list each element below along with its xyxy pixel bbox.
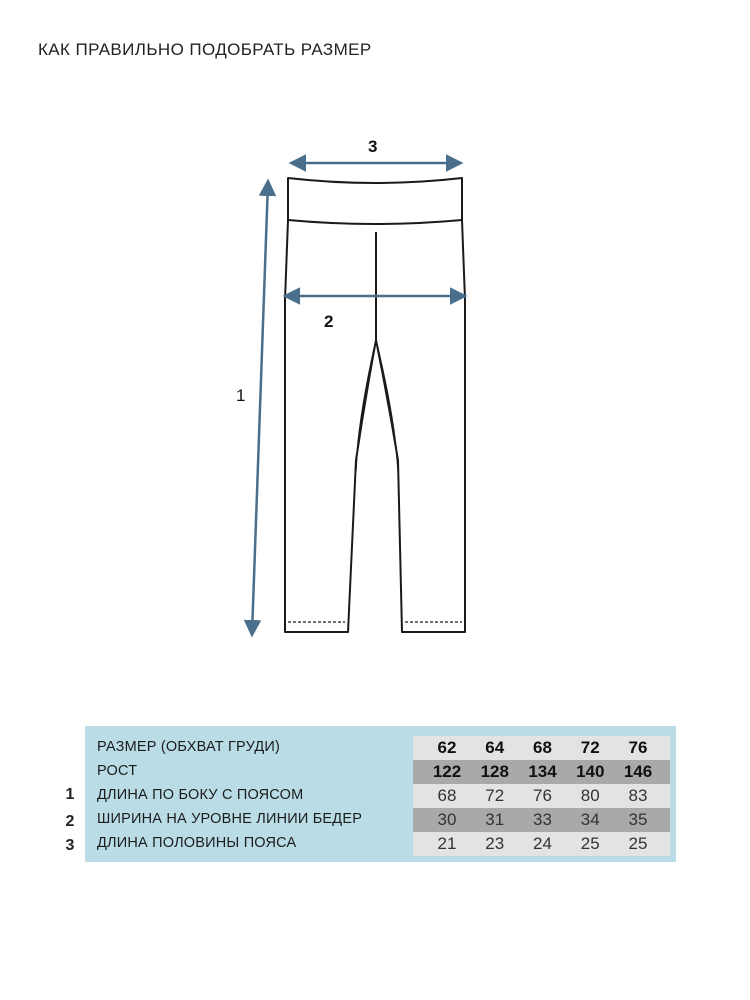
cell: 76 (628, 738, 648, 757)
table-row (85, 832, 676, 856)
row-number: 3 (65, 837, 75, 854)
row-values (413, 832, 670, 856)
table-row (85, 784, 676, 808)
row-label: ШИРИНА НА УРОВНЕ ЛИНИИ БЕДЕР (97, 811, 363, 827)
table-row (85, 760, 676, 784)
cell: 134 (528, 762, 557, 781)
cell: 23 (485, 834, 505, 853)
cell: 34 (580, 810, 600, 829)
waist-label: 3 (368, 137, 378, 156)
row-number: 2 (65, 813, 75, 830)
cell: 68 (437, 786, 457, 805)
cell: 25 (628, 834, 648, 853)
row-label: РОСТ (97, 763, 138, 779)
row-number: 1 (65, 786, 75, 803)
row-values (413, 736, 670, 760)
cell: 30 (437, 810, 457, 829)
cell: 24 (533, 834, 552, 853)
row-values (413, 784, 670, 808)
cell: 72 (580, 738, 600, 757)
cell: 25 (580, 834, 600, 853)
cell: 62 (437, 738, 457, 757)
row-label: РАЗМЕР (ОБХВАТ ГРУДИ) (97, 739, 281, 755)
cell: 128 (480, 762, 509, 781)
cell: 64 (485, 738, 505, 757)
cell: 68 (533, 738, 552, 757)
row-values (413, 808, 670, 832)
cell: 76 (533, 786, 552, 805)
table-row (85, 808, 676, 832)
cell: 31 (485, 810, 505, 829)
hip-width-label: 2 (324, 312, 334, 331)
cell: 33 (533, 810, 552, 829)
row-values (413, 760, 670, 784)
waistband-shape (288, 178, 462, 224)
cell: 72 (485, 786, 505, 805)
table-row (85, 736, 676, 760)
page-title: КАК ПРАВИЛЬНО ПОДОБРАТЬ РАЗМЕР (38, 40, 372, 59)
side-length-label: 1 (236, 386, 246, 405)
cell: 80 (580, 786, 600, 805)
cell: 83 (628, 786, 648, 805)
cell: 140 (576, 762, 605, 781)
cell: 35 (628, 810, 648, 829)
cell: 122 (432, 762, 462, 781)
cell: 146 (623, 762, 653, 781)
row-label: ДЛИНА ПО БОКУ С ПОЯСОМ (97, 787, 304, 803)
row-label: ДЛИНА ПОЛОВИНЫ ПОЯСА (97, 835, 297, 851)
side-length-arrow (252, 182, 268, 634)
leggings-outline (285, 178, 465, 632)
cell: 21 (437, 834, 457, 853)
